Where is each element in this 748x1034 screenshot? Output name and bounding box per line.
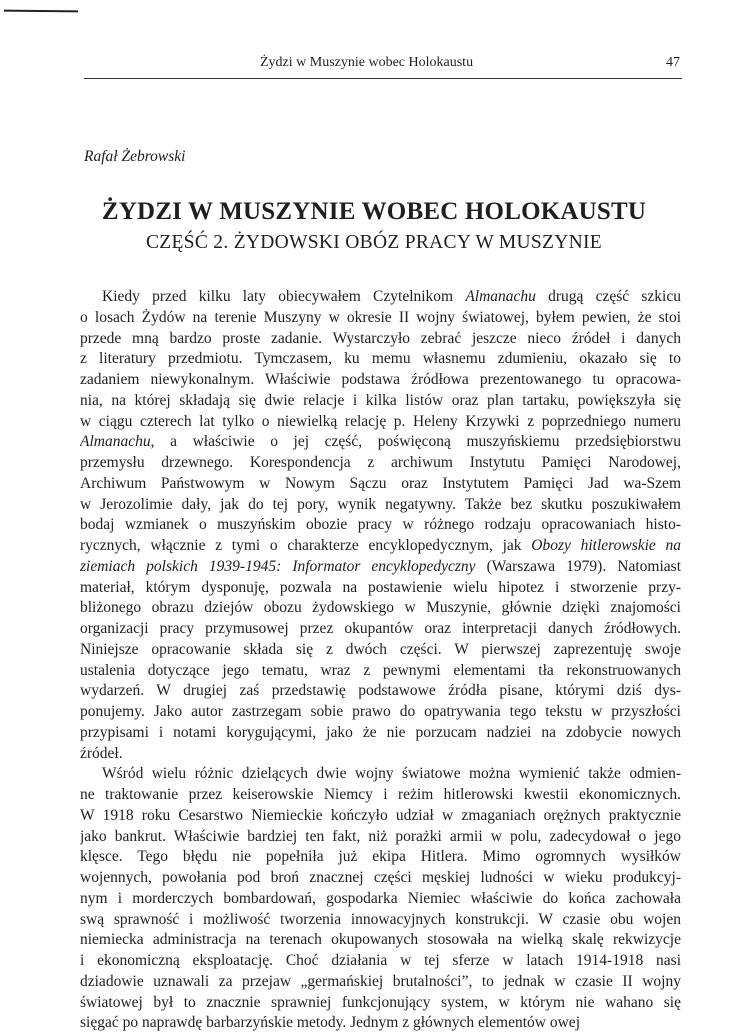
text-run: organizacji pracy przymusowej przez okupantów oraz interpretacji danych źródłowych. [80,620,681,637]
text-run: drugą część szkicu [535,288,681,305]
text-line [80,432,681,453]
text-line [80,640,681,661]
text-line [80,412,681,433]
italic-title: Almanachu [80,433,151,451]
paragraph [80,287,681,764]
text-run: ne traktowanie przez keiserowskie Niemcy i reżim hitlerowski kwestii ekonomicznych. [80,786,681,803]
text-line [80,391,681,412]
italic-title: Obozy hitlerowskie na [531,537,681,554]
text-line [80,847,681,868]
text-line [80,910,681,931]
text-line [80,723,681,744]
text-run: z literatury przedmiotu. Tymczasem, ku memu własnemu zdumieniu, okazało się to [80,350,681,368]
italic-title: Almanachu [465,288,536,305]
text-run: dziadowie uznawali za przejaw „germańskiej brutalności”, to jednak w czasie II wojny [80,972,681,990]
text-line [80,329,681,350]
text-line [80,453,681,474]
text-run: światowej był to znacznie sprawniej funkcjonujący system, w którym nie wahano się [80,993,681,1011]
italic-title: ziemiach polskich 1939-1945: Informator encyklopedyczny [80,557,476,575]
text-run: wojennych, powołania pod broń znacznej części męskiej ludności w wieku produkcyj- [80,869,681,886]
text-line [80,806,681,827]
text-run: o losach Żydów na terenie Muszyny w okresie II wojny światowej, byłem pewien, że stoi [80,308,681,326]
scan-corner-mark [4,10,78,13]
text-run: nym i morderczych bombardowań, gospodarka Niemiec właściwie do końca zachowała [80,889,681,907]
text-line [80,827,681,848]
text-line [80,557,681,578]
text-line [80,536,681,557]
text-line [80,598,681,619]
text-run: wydarzeń. W drugiej zaś przedstawię podstawowe źródła pisane, którymi dziś dys- [80,682,681,700]
text-run: przemysłu drzewnego. Korespondencja z archiwum Instytutu Pamięci Narodowej, [80,454,681,471]
text-run: W 1918 roku Cesarstwo Niemieckie kończyło udział w zmaganiach orężnych praktycznie [80,806,681,824]
text-line [80,764,681,785]
text-run: w ciągu czterech lat tylko o niewielką relację p. Heleny Krzywki z poprzedniego numeru [80,412,681,430]
text-run: i ekonomiczną eksploatację. Choć działania w tej sferze w latach 1914-1918 nasi [80,952,681,969]
text-line [80,495,681,516]
text-line [80,515,681,536]
text-run: nia, na której składają się dwie relacje i kilka listów oraz plan tartaku, powiększyła się [80,391,681,409]
text-line [80,287,681,308]
article-subtitle: CZĘŚĆ 2. ŻYDOWSKI OBÓZ PRACY W MUSZYNIE [145,232,603,253]
text-run: zadaniem niewykonalnym. Właściwie podstawa źródłowa prezentowanego tu opracowa- [80,371,681,388]
text-run: przypisami i notami korygującymi, jako że nie porzucam nadziei na zdobycie nowych [80,723,681,741]
text-line [80,993,681,1014]
text-run: (Warszawa 1979). Natomiast [475,557,681,575]
text-line [80,661,681,682]
article-body [80,287,681,1034]
text-run: Archiwum Państwowym w Nowym Sączu oraz Instytutem Pamięci Jad wa-Szem [80,474,681,492]
text-line [80,349,681,370]
text-line [80,930,681,951]
text-run: w Jerozolimie dały, jak do tej pory, wynik negatywny. Także bez skutku poszukiwałem [80,495,681,513]
text-run: rycznych, włącznie z tymi o charakterze encyklopedycznym, jak [80,537,532,554]
text-line [80,785,681,806]
text-run: źródeł. [80,744,123,762]
text-run: klęsce. Tego błędu nie popełniła już ekipa Hitlera. Mimo ogromnych wysiłków [80,848,681,866]
text-run: sięgać po naprawdę barbarzyńskie metody. Jednym z głównych elementów owej [80,1014,580,1032]
text-run: jako bankrut. Właściwie bardziej ten fakt, niż porażki armii w polu, zadecydował o jego [80,827,681,845]
text-run: niemiecka administracja na terenach okupowanych stosowała na wielką skalę rekwizycje [80,931,681,949]
text-line [80,619,681,640]
text-run: ustalenia dotyczące jego tematu, wraz z pewnymi elementami tła rekonstruowanych [80,661,681,679]
text-run: swą sprawność i możliwość tworzenia innowacyjnych konstrukcji. W czasie obu wojen [80,910,681,928]
page-number: 47 [666,55,680,70]
text-line [80,951,681,972]
text-run: bodaj wzmianek o muszyńskim obozie pracy w różnego rodzaju opracowaniach histo- [80,516,681,534]
text-run: ponujemy. Jako autor zastrzegam sobie prawo do opatrywania tego tekstu w przyszłości [80,703,681,720]
text-run: materiał, którym dysponuję, pozwala na postawienie wielu hipotez i stworzenie przy- [80,578,681,596]
text-run: Niniejsze opracowanie składa się z dwóch części. W pierwszej zaprezentuję swoje [80,640,681,658]
text-line [80,702,681,723]
text-line [80,578,681,599]
text-run: , a właściwie o jej część, poświęconą muszyńskiemu przedsiębiorstwu [150,433,681,451]
text-line [80,889,681,910]
paragraph [80,764,681,1034]
text-line [80,868,681,889]
header-rule [84,78,682,79]
text-line [80,308,681,329]
text-line [80,370,681,391]
text-line [80,744,681,765]
text-run: Wśród wielu różnic dzielących dwie wojny światowe można wymienić także odmien- [102,765,681,783]
text-line [80,474,681,495]
article-title: ŻYDZI W MUSZYNIE WOBEC HOLOKAUSTU [101,198,647,225]
text-line [80,681,681,702]
text-run: Kiedy przed kilku laty obiecywałem Czytelnikom [102,288,466,305]
text-run: bliżonego obrazu dziejów obozu żydowskiego w Muszynie, głównie dzięki znajomości [80,599,681,617]
author-name: Rafał Żebrowski [84,148,186,165]
running-title: Żydzi w Muszynie wobec Holokaustu [260,55,474,70]
text-line [80,972,681,993]
text-run: przede mną bardzo proste zadanie. Wystarczyło zebrać jeszcze nieco źródeł i danych [80,329,681,347]
